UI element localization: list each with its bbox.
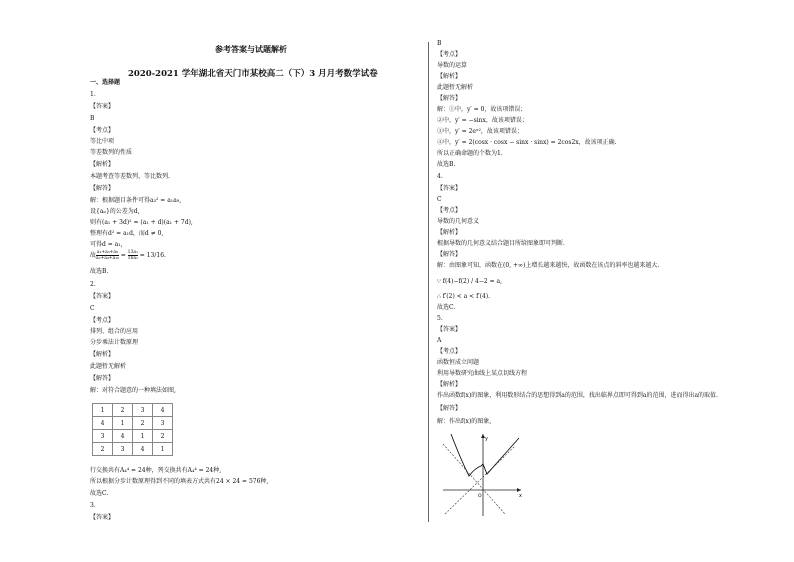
q5-analysis: 作出函数f(x)的图象，利用数形结合的思想得到a的范围，找出临界点即可得到a的范围，进而得出a的取值. <box>437 392 718 399</box>
q1-analysis-tag: 【解析】 <box>90 161 115 168</box>
q4-point-1: 导数的几何意义 <box>437 218 480 225</box>
q3-line-3: ③中，y′ = 2eˣ²，故该项错误； <box>437 128 523 135</box>
q2-analysis: 此题暂无解析 <box>90 363 127 370</box>
table-row <box>93 443 173 456</box>
table-cell: 3 <box>153 417 173 430</box>
q2-number: 2. <box>90 281 96 288</box>
table-cell: 4 <box>153 404 173 417</box>
q3-answer: B <box>437 40 442 47</box>
q1-analysis: 本题考查等差数列、等比数列. <box>90 173 170 180</box>
q5-analysis-tag: 【解析】 <box>437 381 462 388</box>
table-cell: 3 <box>93 430 113 443</box>
q2-points-tag: 【考点】 <box>90 317 115 324</box>
table-cell: 2 <box>153 430 173 443</box>
exam-title: 2020-2021 学年湖北省天门市某校高二（下）3 月月考数学试卷 <box>128 69 378 79</box>
q2-line-2: 行交换共有A₄⁴ = 24种，列交换共有A₄⁴ = 24种, <box>90 467 222 474</box>
x-axis-label: x <box>519 493 522 499</box>
dashed-line-1 <box>443 444 505 514</box>
q4-conclusion: 故选C. <box>437 304 456 311</box>
table-cell: 2 <box>93 443 113 456</box>
q4-line-1: 解：由图象可知，函数在(0, +∞)上增长越来越快，故函数在该点的斜率也越来越大. <box>437 262 660 269</box>
q1-number: 1. <box>90 91 96 98</box>
table-cell: 4 <box>93 417 113 430</box>
table-cell: 2 <box>133 417 153 430</box>
q1-line-6-prefix: 故 <box>90 252 97 259</box>
q1-line-6-suffix: = 13/16. <box>137 252 166 259</box>
q4-line-3: ∴ f′(2) < a < f′(4). <box>437 293 491 300</box>
doc-title: 参考答案与试题解析 <box>215 44 287 54</box>
q2-line-3: 所以根据分步计数原理得到不同的填表方式共有24 × 24 = 576种, <box>90 478 269 485</box>
q1-line-1: 解：根据题目条件可得a₃² = a₁a₉, <box>90 197 182 204</box>
q1-conclusion: 故选B. <box>90 268 109 275</box>
dashed-line-2 <box>445 446 515 514</box>
q2-analysis-tag: 【解析】 <box>90 351 115 358</box>
q5-point-1: 函数恒成立问题 <box>437 359 480 366</box>
fraction-2-denominator: 16a₁ <box>127 256 138 261</box>
q5-answer-tag: 【答案】 <box>437 326 462 333</box>
q3-conclusion: 故选B. <box>437 161 456 168</box>
table-row <box>93 430 173 443</box>
q3-analysis: 此题暂无解析 <box>437 84 474 91</box>
q3-line-2: ②中，y′ = −sinx，故该项错误； <box>437 117 528 124</box>
table-cell: 1 <box>153 443 173 456</box>
q1-line-4: 整理有d² = a₁d，而d ≠ 0, <box>90 230 164 237</box>
q2-solution-tag: 【解答】 <box>90 375 115 382</box>
table-cell: 2 <box>113 404 133 417</box>
q2-line-1: 解：对符合题意的一种填法如图, <box>90 387 176 394</box>
q1-point-1: 等比中项 <box>90 138 115 145</box>
q1-answer: B <box>90 115 95 122</box>
latin-square-table <box>92 403 173 456</box>
table-row <box>93 404 173 417</box>
column-divider <box>428 42 429 522</box>
table-row <box>93 417 173 430</box>
q5-points-tag: 【考点】 <box>437 348 462 355</box>
q3-line-1: 解：①中，y′ = 0，故该项错误； <box>437 106 527 113</box>
q5-number: 5. <box>437 315 443 322</box>
q3-points-tag: 【考点】 <box>437 51 462 58</box>
q2-answer: C <box>90 305 95 312</box>
q1-line-3: 则有(a₁ + 3d)² = (a₁ + d)(a₁ + 7d), <box>90 219 193 226</box>
q4-answer-tag: 【答案】 <box>437 185 462 192</box>
q5-answer: A <box>437 337 442 344</box>
q3-analysis-tag: 【解析】 <box>437 73 462 80</box>
q1-line-5: 可得d = a₁, <box>90 241 123 248</box>
q3-answer-tag: 【答案】 <box>90 514 115 521</box>
fraction-2-numerator: 13a₁ <box>127 250 138 255</box>
table-cell: 3 <box>133 404 153 417</box>
table-cell: 4 <box>113 430 133 443</box>
origin-label: O <box>478 494 482 499</box>
q2-point-1: 排列、组合的应用 <box>90 328 139 335</box>
q1-solution-tag: 【解答】 <box>90 185 115 192</box>
q4-solution-tag: 【解答】 <box>437 251 462 258</box>
q1-line-6 <box>90 250 166 261</box>
q1-point-2: 等差数列的性质 <box>90 149 133 156</box>
q4-points-tag: 【考点】 <box>437 207 462 214</box>
q3-solution-tag: 【解答】 <box>437 95 462 102</box>
q5-solution-tag: 【解答】 <box>437 405 462 412</box>
q2-conclusion: 故选C. <box>90 490 109 497</box>
fraction-1-numerator: a₁+a₃+a₉ <box>96 250 118 255</box>
q4-line-2: ∵ f(4)−f(2) / 4−2 = a, <box>437 278 503 285</box>
q3-number: 3. <box>90 502 96 509</box>
table-cell: 1 <box>133 430 153 443</box>
q4-analysis: 根据导数的几何意义结合题目所给图象即可判断. <box>437 240 565 247</box>
q5-line-1: 解：作出f(x)的图象, <box>437 418 492 425</box>
q2-answer-tag: 【答案】 <box>90 293 115 300</box>
q1-points-tag: 【考点】 <box>90 127 115 134</box>
table-cell: 1 <box>93 404 113 417</box>
q1-line-6-mid: = <box>118 252 128 259</box>
q4-answer: C <box>437 196 442 203</box>
q4-number: 4. <box>437 173 443 180</box>
q1-line-2: 设{aₙ}的公差为d, <box>90 208 140 215</box>
function-graph <box>439 430 525 518</box>
q3-line-4: ④中，y′ = 2(cosx · cosx − sinx · sinx) = 2cos2x，故该项正确. <box>437 139 617 146</box>
table-cell: 4 <box>133 443 153 456</box>
table-cell: 1 <box>113 417 133 430</box>
q2-point-2: 分步乘法计数原理 <box>90 339 139 346</box>
fraction-2 <box>128 250 138 261</box>
section-heading: 一、选择题 <box>90 79 121 86</box>
q1-answer-tag: 【答案】 <box>90 103 115 110</box>
fraction-1 <box>96 250 119 261</box>
table-cell: 3 <box>113 443 133 456</box>
q4-analysis-tag: 【解析】 <box>437 229 462 236</box>
q3-line-5: 所以正确命题的个数为1. <box>437 150 503 157</box>
fraction-1-denominator: a₂+a₄+a₁₀ <box>96 256 119 261</box>
y-axis-label: y <box>485 436 488 442</box>
q5-point-2: 利用导数研究曲线上某点切线方程 <box>437 370 528 377</box>
q3-point-1: 导数的运算 <box>437 62 468 69</box>
x-axis-arrow <box>517 488 521 492</box>
